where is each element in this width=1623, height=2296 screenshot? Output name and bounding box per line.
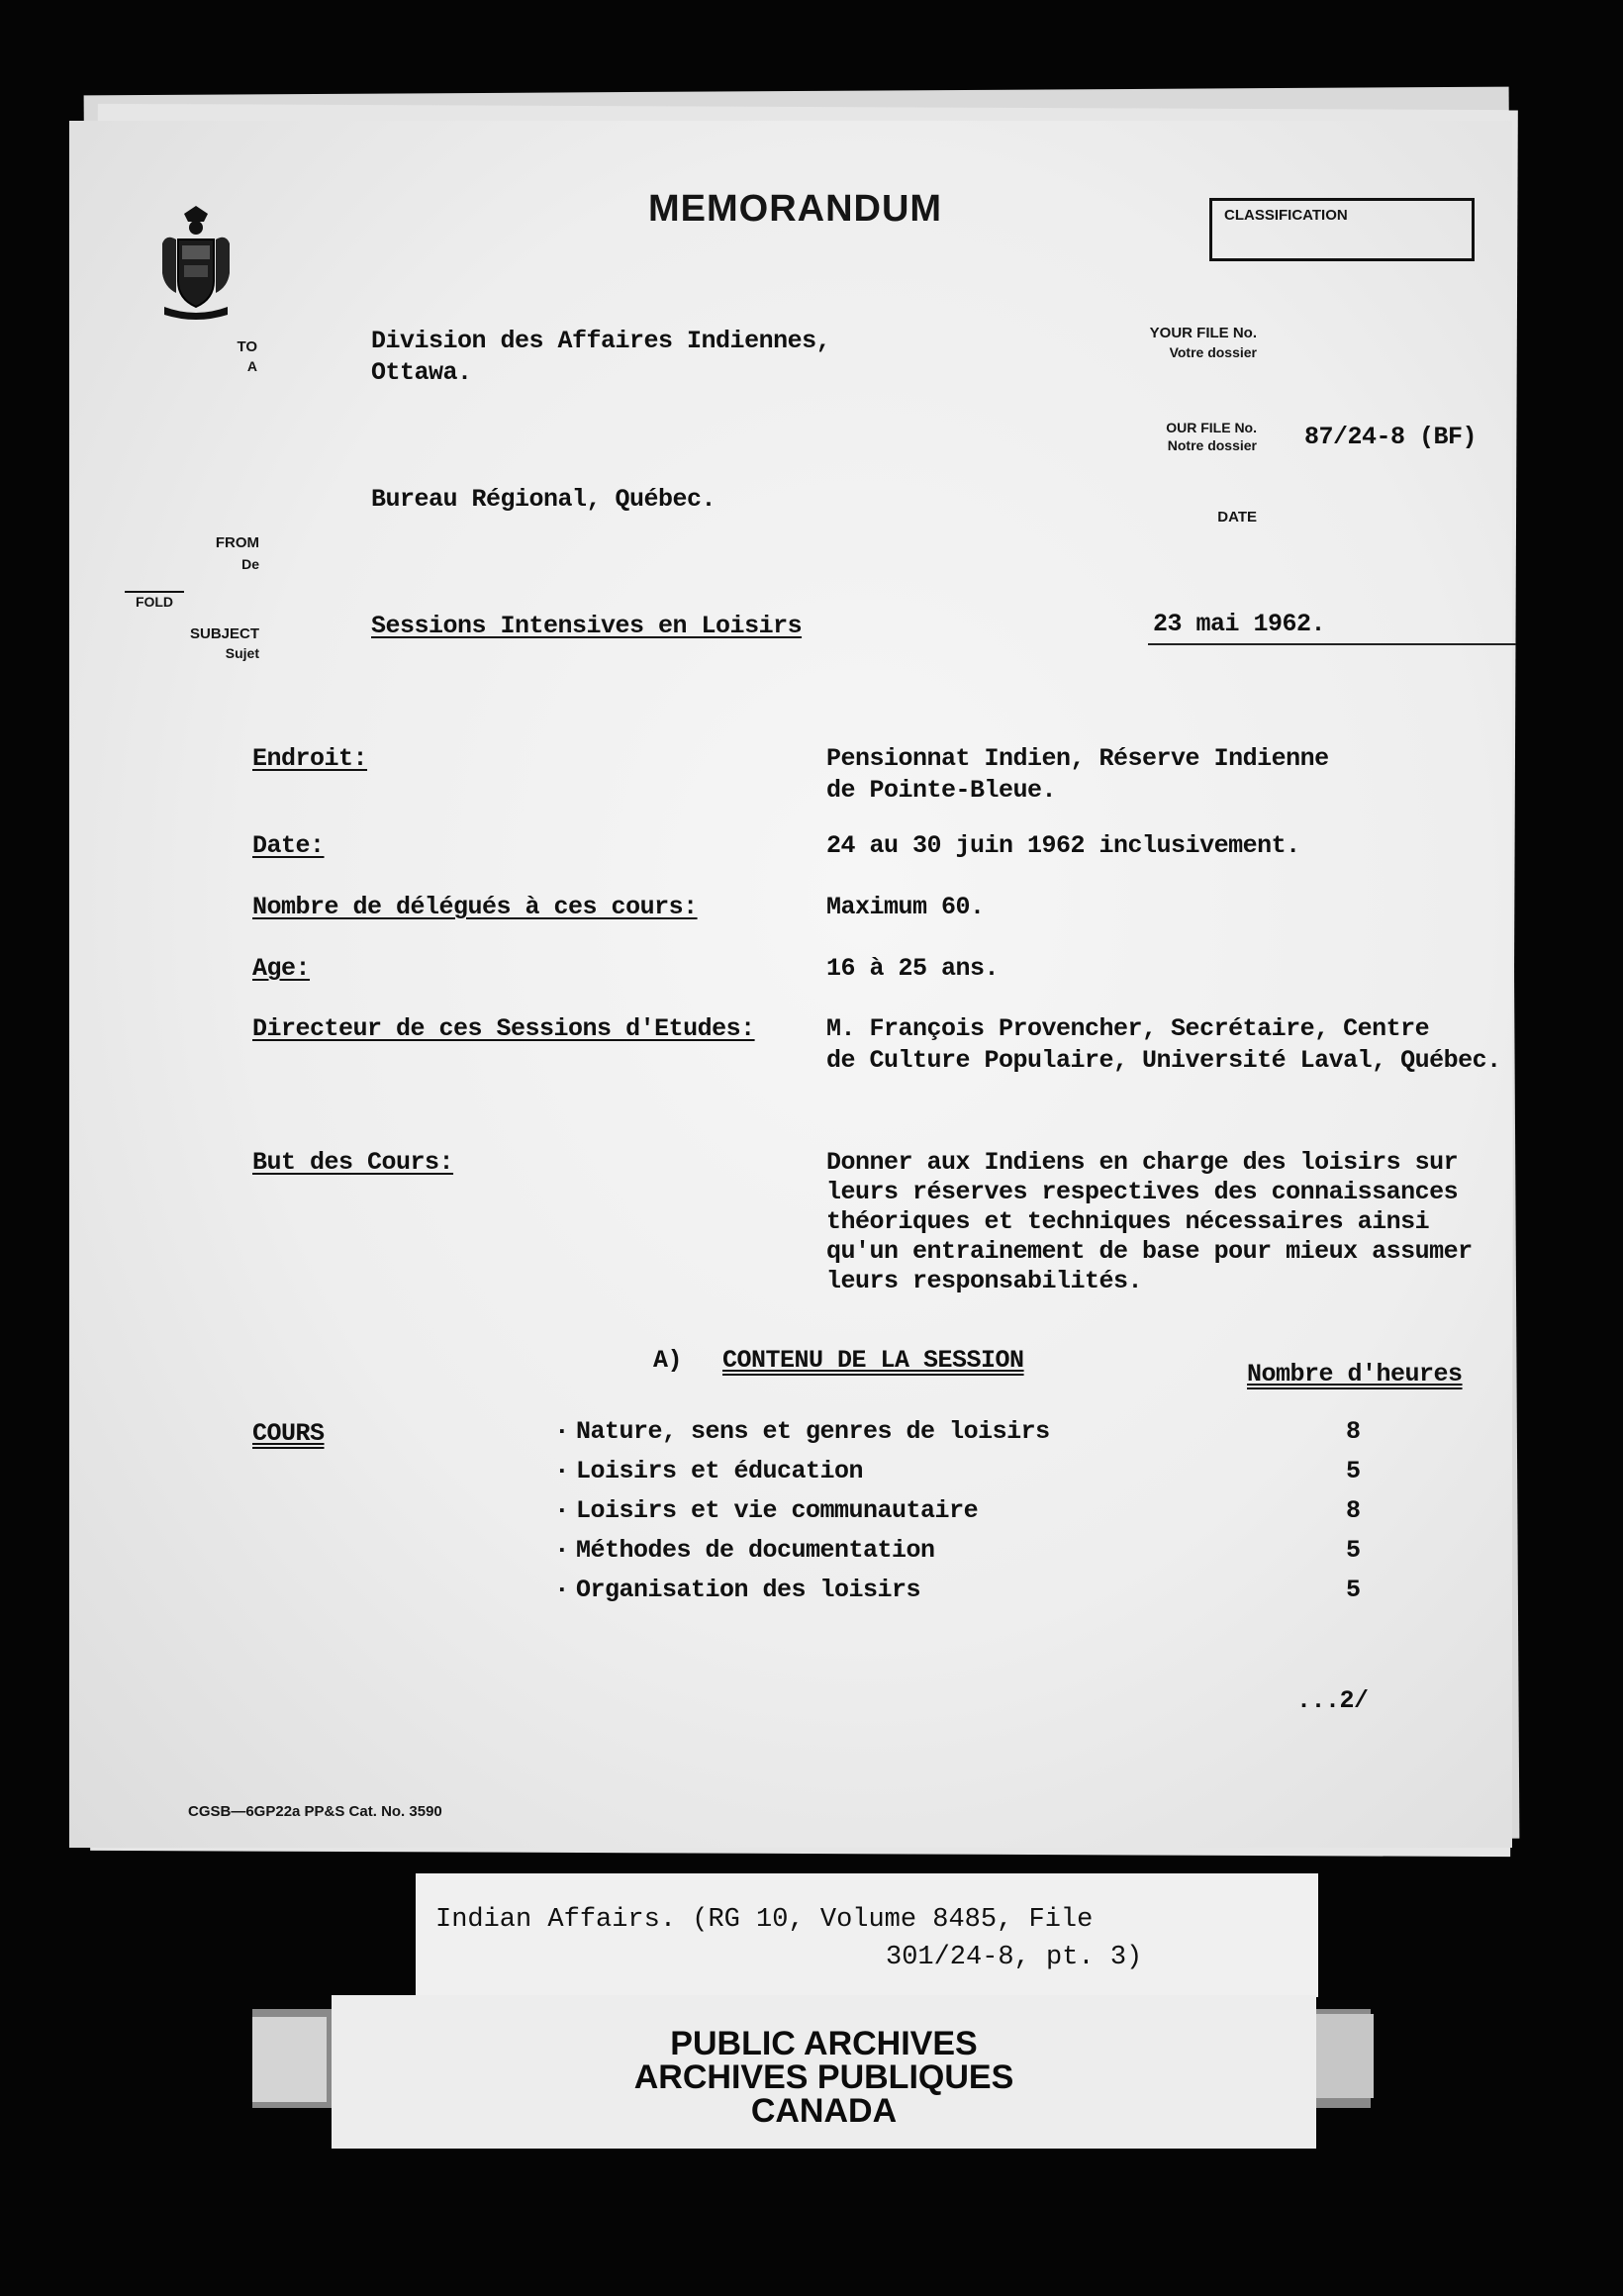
- course-row: [554, 1490, 1435, 1530]
- form-code: CGSB—6GP22a PP&S Cat. No. 3590: [188, 1803, 442, 1820]
- field-label: But des Cours:: [252, 1148, 454, 1177]
- bullet-icon: .: [554, 1451, 570, 1481]
- bullet-icon: .: [554, 1490, 570, 1520]
- stamp-line: ARCHIVES PUBLIQUES: [633, 2058, 1014, 2096]
- stamp-line: PUBLIC ARCHIVES: [670, 2025, 978, 2062]
- subject-label: SUBJECT: [189, 625, 259, 642]
- course-hours: 5: [1346, 1457, 1361, 1485]
- our-file-number: 87/24-8 (BF): [1304, 423, 1478, 451]
- field-value-line: théoriques et techniques nécessaires ainsi: [826, 1207, 1430, 1236]
- courses-label: COURS: [252, 1419, 325, 1448]
- hours-column-header: Nombre d'heures: [1247, 1360, 1463, 1388]
- field-label: Endroit:: [252, 744, 368, 773]
- your-file-label: YOUR FILE No.: [1149, 325, 1257, 341]
- page-continuation: ...2/: [1296, 1686, 1369, 1715]
- course-hours: 8: [1346, 1417, 1361, 1446]
- course-hours: 8: [1346, 1496, 1361, 1525]
- memo-sheet: [69, 121, 1512, 1848]
- archive-reference-label: [416, 1873, 1318, 1997]
- course-hours: 5: [1346, 1536, 1361, 1565]
- course-row: [554, 1530, 1435, 1570]
- course-row: [554, 1570, 1435, 1609]
- field-value-line: Pensionnat Indien, Réserve Indienne: [826, 744, 1329, 773]
- course-row: [554, 1411, 1435, 1451]
- stamp-line: CANADA: [750, 2092, 898, 2130]
- course-name: Nature, sens et genres de loisirs: [576, 1417, 1050, 1446]
- field-value-line: leurs responsabilités.: [826, 1267, 1143, 1295]
- field-value-line: qu'un entrainement de base pour mieux assumer: [826, 1237, 1473, 1266]
- bullet-icon: .: [554, 1411, 570, 1441]
- from-label-fr: De: [241, 556, 259, 572]
- memo-title: MEMORANDUM: [648, 188, 943, 230]
- field-value-line: 16 à 25 ans.: [826, 954, 1000, 983]
- date-label: DATE: [1217, 509, 1257, 526]
- section-title: CONTENU DE LA SESSION: [722, 1346, 1024, 1375]
- field-value-line: 24 au 30 juin 1962 inclusivement.: [826, 831, 1300, 860]
- to-label: TO: [237, 338, 257, 355]
- field-label: Age:: [252, 954, 311, 983]
- classification-box: [1209, 198, 1475, 261]
- field-label: Directeur de ces Sessions d'Etudes:: [252, 1014, 755, 1043]
- stamp-tab: [1316, 2014, 1374, 2098]
- field-value-line: leurs réserves respectives des connaissances: [826, 1178, 1459, 1206]
- course-name: Organisation des loisirs: [576, 1576, 921, 1604]
- recipient-line: Division des Affaires Indiennes,: [371, 327, 831, 355]
- your-file-label-fr: Votre dossier: [1169, 344, 1257, 360]
- subject-divider: [1148, 643, 1516, 645]
- archive-reference-line: Indian Affairs. (RG 10, Volume 8485, File: [435, 1905, 1094, 1935]
- to-label-fr: A: [246, 358, 257, 374]
- field-label: Date:: [252, 831, 325, 860]
- from-label: FROM: [215, 534, 259, 551]
- course-name: Méthodes de documentation: [576, 1536, 935, 1565]
- field-value-line: Donner aux Indiens en charge des loisirs sur: [826, 1148, 1459, 1177]
- archive-stamp: [332, 1995, 1316, 2149]
- classification-label: CLASSIFICATION: [1224, 207, 1348, 224]
- stamp-tab: [252, 2017, 327, 2102]
- course-row: [554, 1451, 1435, 1490]
- sender-line: Bureau Régional, Québec.: [371, 485, 716, 514]
- subject-label-fr: Sujet: [225, 645, 259, 661]
- section-marker: A): [653, 1346, 683, 1375]
- memo-date: 23 mai 1962.: [1153, 610, 1326, 638]
- field-value-line: M. François Provencher, Secrétaire, Centre: [826, 1014, 1430, 1043]
- recipient-line: Ottawa.: [371, 358, 472, 387]
- coat-of-arms-icon: [156, 204, 236, 323]
- subject-text: Sessions Intensives en Loisirs: [371, 612, 803, 640]
- bullet-icon: .: [554, 1570, 570, 1599]
- course-hours: 5: [1346, 1576, 1361, 1604]
- fold-mark: FOLD: [125, 591, 184, 610]
- field-label: Nombre de délégués à ces cours:: [252, 893, 698, 921]
- archive-reference-line: 301/24-8, pt. 3): [886, 1943, 1143, 1972]
- field-value-line: de Pointe-Bleue.: [826, 776, 1057, 805]
- field-value-line: Maximum 60.: [826, 893, 985, 921]
- our-file-label-fr: Notre dossier: [1167, 437, 1257, 453]
- course-name: Loisirs et vie communautaire: [576, 1496, 979, 1525]
- course-name: Loisirs et éducation: [576, 1457, 864, 1485]
- archive-stamp-text: [332, 2027, 1316, 2128]
- bullet-icon: .: [554, 1530, 570, 1560]
- field-value-line: de Culture Populaire, Université Laval, Québec.: [826, 1046, 1501, 1075]
- our-file-label: OUR FILE No.: [1166, 420, 1257, 435]
